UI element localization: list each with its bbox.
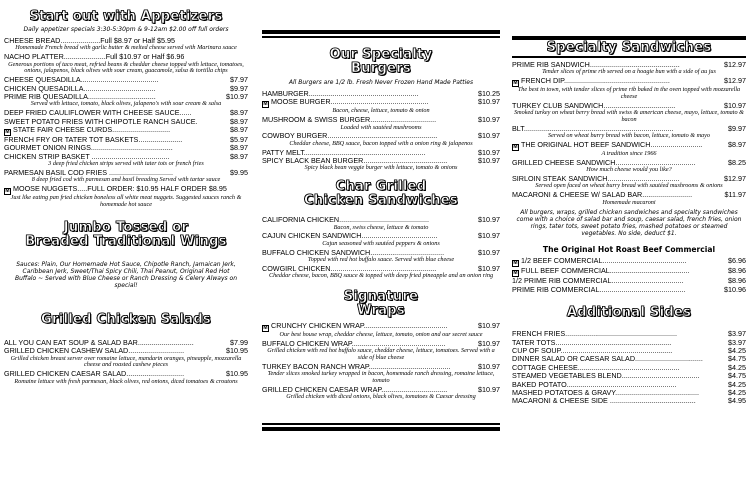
menu-item-description: Grilled chicken with diced onions, black olives, tomatoes & Caesar dressing [286,393,476,401]
menu-item-price: $10.97 [478,384,500,394]
moose-logo-icon: M [513,260,518,267]
menu-item-label: MACARONI & CHEESE SIDE ........................................... [512,397,696,406]
menu-item-price: $10.95 [226,346,248,356]
menu-item-description: Loaded with sautéed mushrooms [340,123,422,131]
menu-item-price: $10.95 [226,369,248,379]
burgers-note: All Burgers are 1/2 lb. Fresh Never Frozen Hand Made Patties [288,79,474,86]
menu-item-price: $8.96 [728,276,746,286]
menu-item-price: $3.97 [728,337,746,347]
menu-item-label: COTTAGE CHEESE................................................... [512,363,680,372]
menu-item-price: $10.97 [724,100,746,110]
menu-item-label: MOOSE BURGER................................................. [271,98,429,107]
menu-item-price: $8.96 [728,266,746,276]
menu-item-label: GRILLED CHEESE SANDWICH........................................ [512,158,696,167]
menu-item-name [512,381,677,389]
menu-item-label: ALL YOU CAN EAT SOUP & SALAD BAR............................ [4,338,194,347]
menu-item-description: Tender slices of prime rib served on a hoagie bun with a side of au jus [542,68,716,76]
moose-logo-icon: M [263,325,268,332]
menu-item-label: THE ORIGINAL HOT BEEF SANDWICH.......................... [521,141,703,149]
menu-item [512,257,746,267]
menu-item-label: TURKEY BACON RANCH WRAP......................................... [262,362,451,371]
menu-item-name [512,397,696,405]
menu-item-label: CHICKEN QUESADILLA.................................... [4,84,156,93]
menu-item-price: $4.25 [728,346,746,356]
menu-item-price: $10.97 [478,115,500,125]
menu-item-label: SWEET POTATO FRIES WITH CHIPOTLE RANCH SAUCE. [4,117,198,126]
menu-item-label: MOOSE NUGGETS.....FULL ORDER: $10.95 HALF ORDER $8.95 [13,185,227,194]
menu-item-label: GRILLED CHICKEN CAESAR WRAP................................. [262,385,448,394]
menu-item-name [512,257,686,267]
menu-item-label: CAJUN CHICKEN SANDWICH...................................... [262,232,438,241]
chicken-heading-line1: Char Grilled [335,179,427,195]
menu-item-name [4,126,170,136]
menu-item-description: Smoked turkey on wheat berry bread with swiss & american cheese, mayo, lettuce, tomato & bacon [514,109,744,123]
menu-item-description: Topped with red hot buffalo sauce. Served with blue cheese [307,256,455,264]
menu-item-label: COWGIRL CHICKEN..................................................... [262,264,437,273]
menu-item [4,144,248,152]
menu-item [512,389,746,397]
menu-item-price: $8.97 [728,140,746,149]
menu-item [4,118,248,126]
burgers-list [262,90,500,172]
menu-item-label: STATE FAIR CHEESE CURDS............................. [13,126,171,135]
menu-column-middle [262,8,500,431]
menu-item-label: STEAMED VEGETABLES BLEND....................................... [512,372,700,381]
menu-item-description: Homemade macaroni [602,198,656,206]
burgers-heading-line1: Our Specialty [329,47,433,62]
menu-item-price: $3.97 [728,329,746,339]
menu-item [4,339,248,347]
menu-item-price: $10.97 [478,147,500,157]
menu-column-right [512,8,746,406]
roastbeef-heading: The Original Hot Roast Beef Commercial [542,245,716,255]
wraps-heading-line1: Signature [343,289,419,305]
menu-item-name [512,364,680,372]
menu-item-label: TATER TOTS.......................................................... [512,338,672,347]
menu-item-description: Served open faced on wheat burry bread with sautéed mushrooms & onions [535,182,723,190]
menu-item-label: SIRLOIN STEAK SANDWICH.................................... [512,175,680,183]
menu-item-price: $4.75 [728,354,746,364]
menu-item-price: $10.97 [478,231,500,241]
menu-item-name [512,267,690,277]
sides-footnote: All burgers, wraps, grilled chicken sandwiches and specialty sandwiches come with a choice of salad bar and soup, caesar salad, french fries, onion rings, tater tots, sweet potato fries, mashed potatoes or steamed vegetables. No side, deduct $1. [516,209,742,238]
menu-item-description: Served with lettuce, tomato, black olives, jalapeno's with sour cream & salsa [30,100,222,108]
menu-item-name [512,339,671,347]
menu-item [4,109,248,117]
menu-item-label: CHEESE QUESADILLA....................................... [4,76,159,85]
moose-logo-icon: M [5,188,10,195]
salads-list [4,339,248,386]
menu-item-label: CRUNCHY CHICKEN WRAP.......................................... [271,322,448,331]
chicken-list [262,216,500,280]
menu-item-label: PRIME RIB SANDWICH............................................. [512,61,680,69]
menu-item-label: GOURMET ONION RINGS......................................... [4,144,173,153]
sandwiches-list [512,61,746,206]
wings-heading-line1: Jumbo Tossed or [63,219,189,235]
menu-item-label: FULL BEEF COMMERCIAL........................................ [521,267,690,276]
menu-item-description: 3 deep fried chicken strips served with tater tots or french fries [48,160,204,168]
menu-item-label: TURKEY CLUB SANDWICH.................................... [512,101,676,110]
appetizers-heading: Start out with Appetizers [29,9,223,24]
menu-item-name [512,277,683,285]
moose-logo-icon: M [513,80,518,87]
menu-item-price: $4.25 [728,388,746,398]
menu-item-name [512,286,685,294]
menu-item [512,277,746,285]
salads-heading: Grilled Chicken Salads [41,311,211,327]
menu-item-price: $10.97 [478,131,500,141]
menu-item-price: $8.25 [728,157,746,167]
menu-item-label: GRILLED CHICKEN CASHEW SALAD............................ [4,347,185,356]
menu-item-price: $10.97 [478,247,500,257]
menu-item-price: $5.97 [230,135,248,145]
menu-item-description: Cajun seasoned with sautéed peppers & onions [322,239,440,247]
menu-item-name [4,118,198,126]
menu-item-name [4,144,173,152]
menu-item-label: FRENCH FRIES........................................................ [512,330,677,339]
menu-item-price: $10.97 [478,321,500,331]
menu-item [512,286,746,294]
menu-item-description: 8 deep fried cod with parmesan and basil breading Served with tartar sauce [31,176,221,184]
menu-item-description: Cheddar cheese, bacon, BBQ sauce & topped with deep fried pineapple and an onion ring [268,272,494,280]
moose-logo-icon: M [263,101,268,108]
moose-logo-icon: M [513,144,518,150]
menu-item-price: $9.95 [230,168,248,178]
menu-item-price: $10.97 [478,263,500,273]
menu-item-name [262,149,426,157]
menu-item [512,347,746,355]
menu-item-label: DINNER SALAD OR CAESAR SALAD.................................. [512,355,703,364]
menu-item-description: Just like eating pan fried chicken boneless all white meat nuggets. Suggested sauces ranch & homemade hot sauce [10,194,242,209]
sandwiches-heading-bar [512,36,746,58]
menu-item [512,381,746,389]
menu-item [512,355,746,363]
menu-item-label: PRIME RIB QUESADILLA.................................. [4,93,156,102]
appetizers-list [4,37,248,209]
menu-item-description: Served on wheat burry bread with bacon, lettuce, tomato & mayo [548,132,710,140]
menu-item-price: $7.97 [230,75,248,85]
menu-item-price: $10.96 [724,284,746,294]
menu-item-label: HAMBURGER....................................................... [262,90,419,98]
menu-item [4,76,248,84]
wraps-heading-line2: Wraps [357,303,405,319]
menu-item-description: A tradition since 1966 [601,150,657,157]
menu-item-name [512,347,672,355]
menu-item-price: $9.97 [230,83,248,93]
menu-item-name [4,85,155,93]
menu-item-description: Spicy black bean veggie burger with lettuce, tomato & onions [304,164,458,172]
menu-item-description: Generous portions of taco meat, refried beans & cheddar cheese topped with lettuce, tomatoes, onions, jalapenos, black olives with sour cream, guacamole, salsa & tortilla chips [8,60,244,75]
menu-item-label: COWBOY BURGER....................................................... [262,132,438,141]
menu-item-name [512,355,703,363]
menu-item-label: DEEP FRIED CAULIFLOWER WITH CHEESE SAUCE...... [4,109,192,118]
menu-item-description: Our best house wrap, cheddar cheese, lettuce, tomato, onion and our secret sauce [279,331,483,339]
menu-item-name [262,90,419,98]
menu-item-label: BLT........................................................................... [512,124,674,133]
menu-item-label: MASHED POTATOES & GRAVY.......................................... [512,389,700,398]
menu-item-price: $10.97 [226,92,248,102]
menu-item-label: 1/2 PRIME RIB COMMERCIAL.................................... [512,277,684,286]
menu-column-left [4,8,248,386]
menu-item-price: $10.97 [478,156,500,166]
menu-item-price: $4.95 [728,396,746,406]
menu-item-name [512,372,700,380]
menu-item-price: $6.96 [728,256,746,266]
menu-item-price: $8.97 [230,116,248,126]
menu-item-price: $12.97 [724,76,746,86]
sandwiches-heading: Specialty Sandwiches [546,40,712,55]
menu-item-price: $8.97 [230,143,248,153]
appetizers-note: Daily appetizer specials 3:30-5:30pm & 9-12am $2.00 off full orders [23,26,229,33]
menu-item-description: The best in town, with tender slices of prime rib baked in the oven topped with mozzarella cheese [517,86,741,100]
wings-description: Sauces: Plain, Our Homemade Hot Sauce, Chipotle Ranch, Jamaican Jerk, Caribbean Jerk, Sweet/Thai Spicy Chili, Thai Peanut, Original Red Hot Buffalo ~ Served with Blue Cheese or Ranch Dressing & Celery Always on special! [14,260,238,289]
menu-item [4,136,248,144]
menu-item-price: $10.25 [478,89,500,98]
menu-item-description: Bacon, cheese, lettuce, tomato & onion [332,107,430,115]
menu-item-price: $12.97 [724,60,746,69]
menu-item-label: BUFFALO CHICKEN SANDWICH..................................... [262,248,445,257]
menu-item-label: CALIFORNIA CHICKEN............................................. [262,216,429,225]
menu-item [512,330,746,338]
menu-item [512,267,746,277]
menu-item-price: $10.97 [478,215,500,225]
menu-item [512,364,746,372]
menu-item-label: PRIME RIB COMMERCIAL........................................... [512,285,686,294]
menu-item [512,397,746,405]
menu-item-label: CHEESE BREAD....................Full $8.97 or Half $5.95 [4,37,175,45]
menu-item [262,149,500,157]
menu-item-price: $7.99 [230,337,248,347]
menu-item-price: $4.75 [728,371,746,381]
menu-item-price: $12.97 [724,174,746,183]
top-divider [262,30,500,38]
roastbeef-list [512,257,746,294]
chicken-heading-line2: Chicken Sandwiches [304,193,458,209]
menu-item-price: $8.97 [230,108,248,118]
menu-item [4,126,248,136]
menu-item-description: Cheddar cheese, BBQ sauce, bacon topped with a onion ring & jalapenos [289,139,473,147]
menu-item-description: Tender slices smoked turkey wrapped in bacon, homemade ranch dressing, romaine lettuce, tomato [267,370,495,385]
menu-item-description: How much cheese would you like? [586,166,672,174]
menu-item-label: NACHO PLATTER.....................Full $10.97 or Half $6.96 [4,53,185,62]
menu-item [262,90,500,98]
menu-item-label: PARMESAN BASIL COD FRIES ................................ [4,169,173,178]
menu-item-name [4,109,192,117]
menu-item-price: $11.97 [724,190,746,200]
menu-item [512,339,746,347]
menu-item-price: $4.25 [728,379,746,389]
menu-item-description: Grilled chicken breast server over romaine lettuce, mandarin oranges, pineapple, mozzarella cheese and roasted cashew pieces [10,354,242,369]
menu-item-name [4,339,194,347]
menu-item [4,85,248,93]
menu-item [512,372,746,380]
menu-item-description: Homemade French bread with garlic butter & melted cheese served with Marinara sauce [15,44,237,52]
wings-heading-line2: Breaded Traditional Wings [25,233,227,249]
moose-logo-icon: M [513,270,518,277]
menu-item-price: $10.97 [478,338,500,348]
menu-item-description: Bacon, swiss cheese, lettuce & tomato [333,223,429,231]
additional-sides-heading: Additional Sides [566,305,692,321]
menu-item-label: PATTY MELT............................................................. [262,148,426,157]
menu-item-price: $10.97 [478,361,500,371]
menu-item-name [4,76,159,84]
burgers-heading-line2: Burgers [351,61,411,76]
menu-item-price: $8.97 [230,125,248,135]
menu-item-price: $4.25 [728,362,746,372]
moose-logo-icon: M [5,129,10,136]
menu-item-label: 1/2 BEEF COMMERCIAL.......................................... [521,257,687,266]
sides-list [512,330,746,406]
menu-item-label: FRENCH DIP..................................................... [521,77,670,86]
menu-item-description: Romaine lettuce with fresh parmesan, black olives, red onions, diced tomatoes & croutons [14,377,238,385]
menu-item-label: BAKED POTATO....................................................... [512,380,677,389]
menu-item-price: $10.97 [478,97,500,107]
menu-item-label: BUFFALO CHICKEN WRAP............................................... [262,339,446,348]
menu-item-label: GRILLED CHICKEN CAESAR SALAD............................. [4,370,185,379]
menu-item-name [512,330,677,338]
menu-item-label: FRENCH FRY OR TATER TOT BASKETS...................... [4,136,183,145]
wraps-list [262,322,500,401]
menu-item-label: SPICY BLACK BEAN BURGER.......................................... [262,157,448,166]
menu-item-name [4,136,182,144]
menu-item-label: MACARONI & CHEESE W/ SALAD BAR......................... [512,191,693,200]
menu-item-name [512,389,699,397]
menu-item-description: Grilled chicken with red hot buffalo sauce, cheddar cheese, lettuce, tomatoes. Served with a side of blue cheese [267,347,495,362]
menu-item-label: CHICKEN STRIP BASKET ....................................... [4,152,170,161]
menu-item-label: MUSHROOM & SWISS BURGER................................. [262,116,437,125]
menu-item-price: $9.97 [728,123,746,133]
menu-item-label: CUP OF SOUP........................................................ [512,347,673,356]
menu-item-price: $8.97 [230,151,248,161]
bottom-divider [262,423,500,431]
